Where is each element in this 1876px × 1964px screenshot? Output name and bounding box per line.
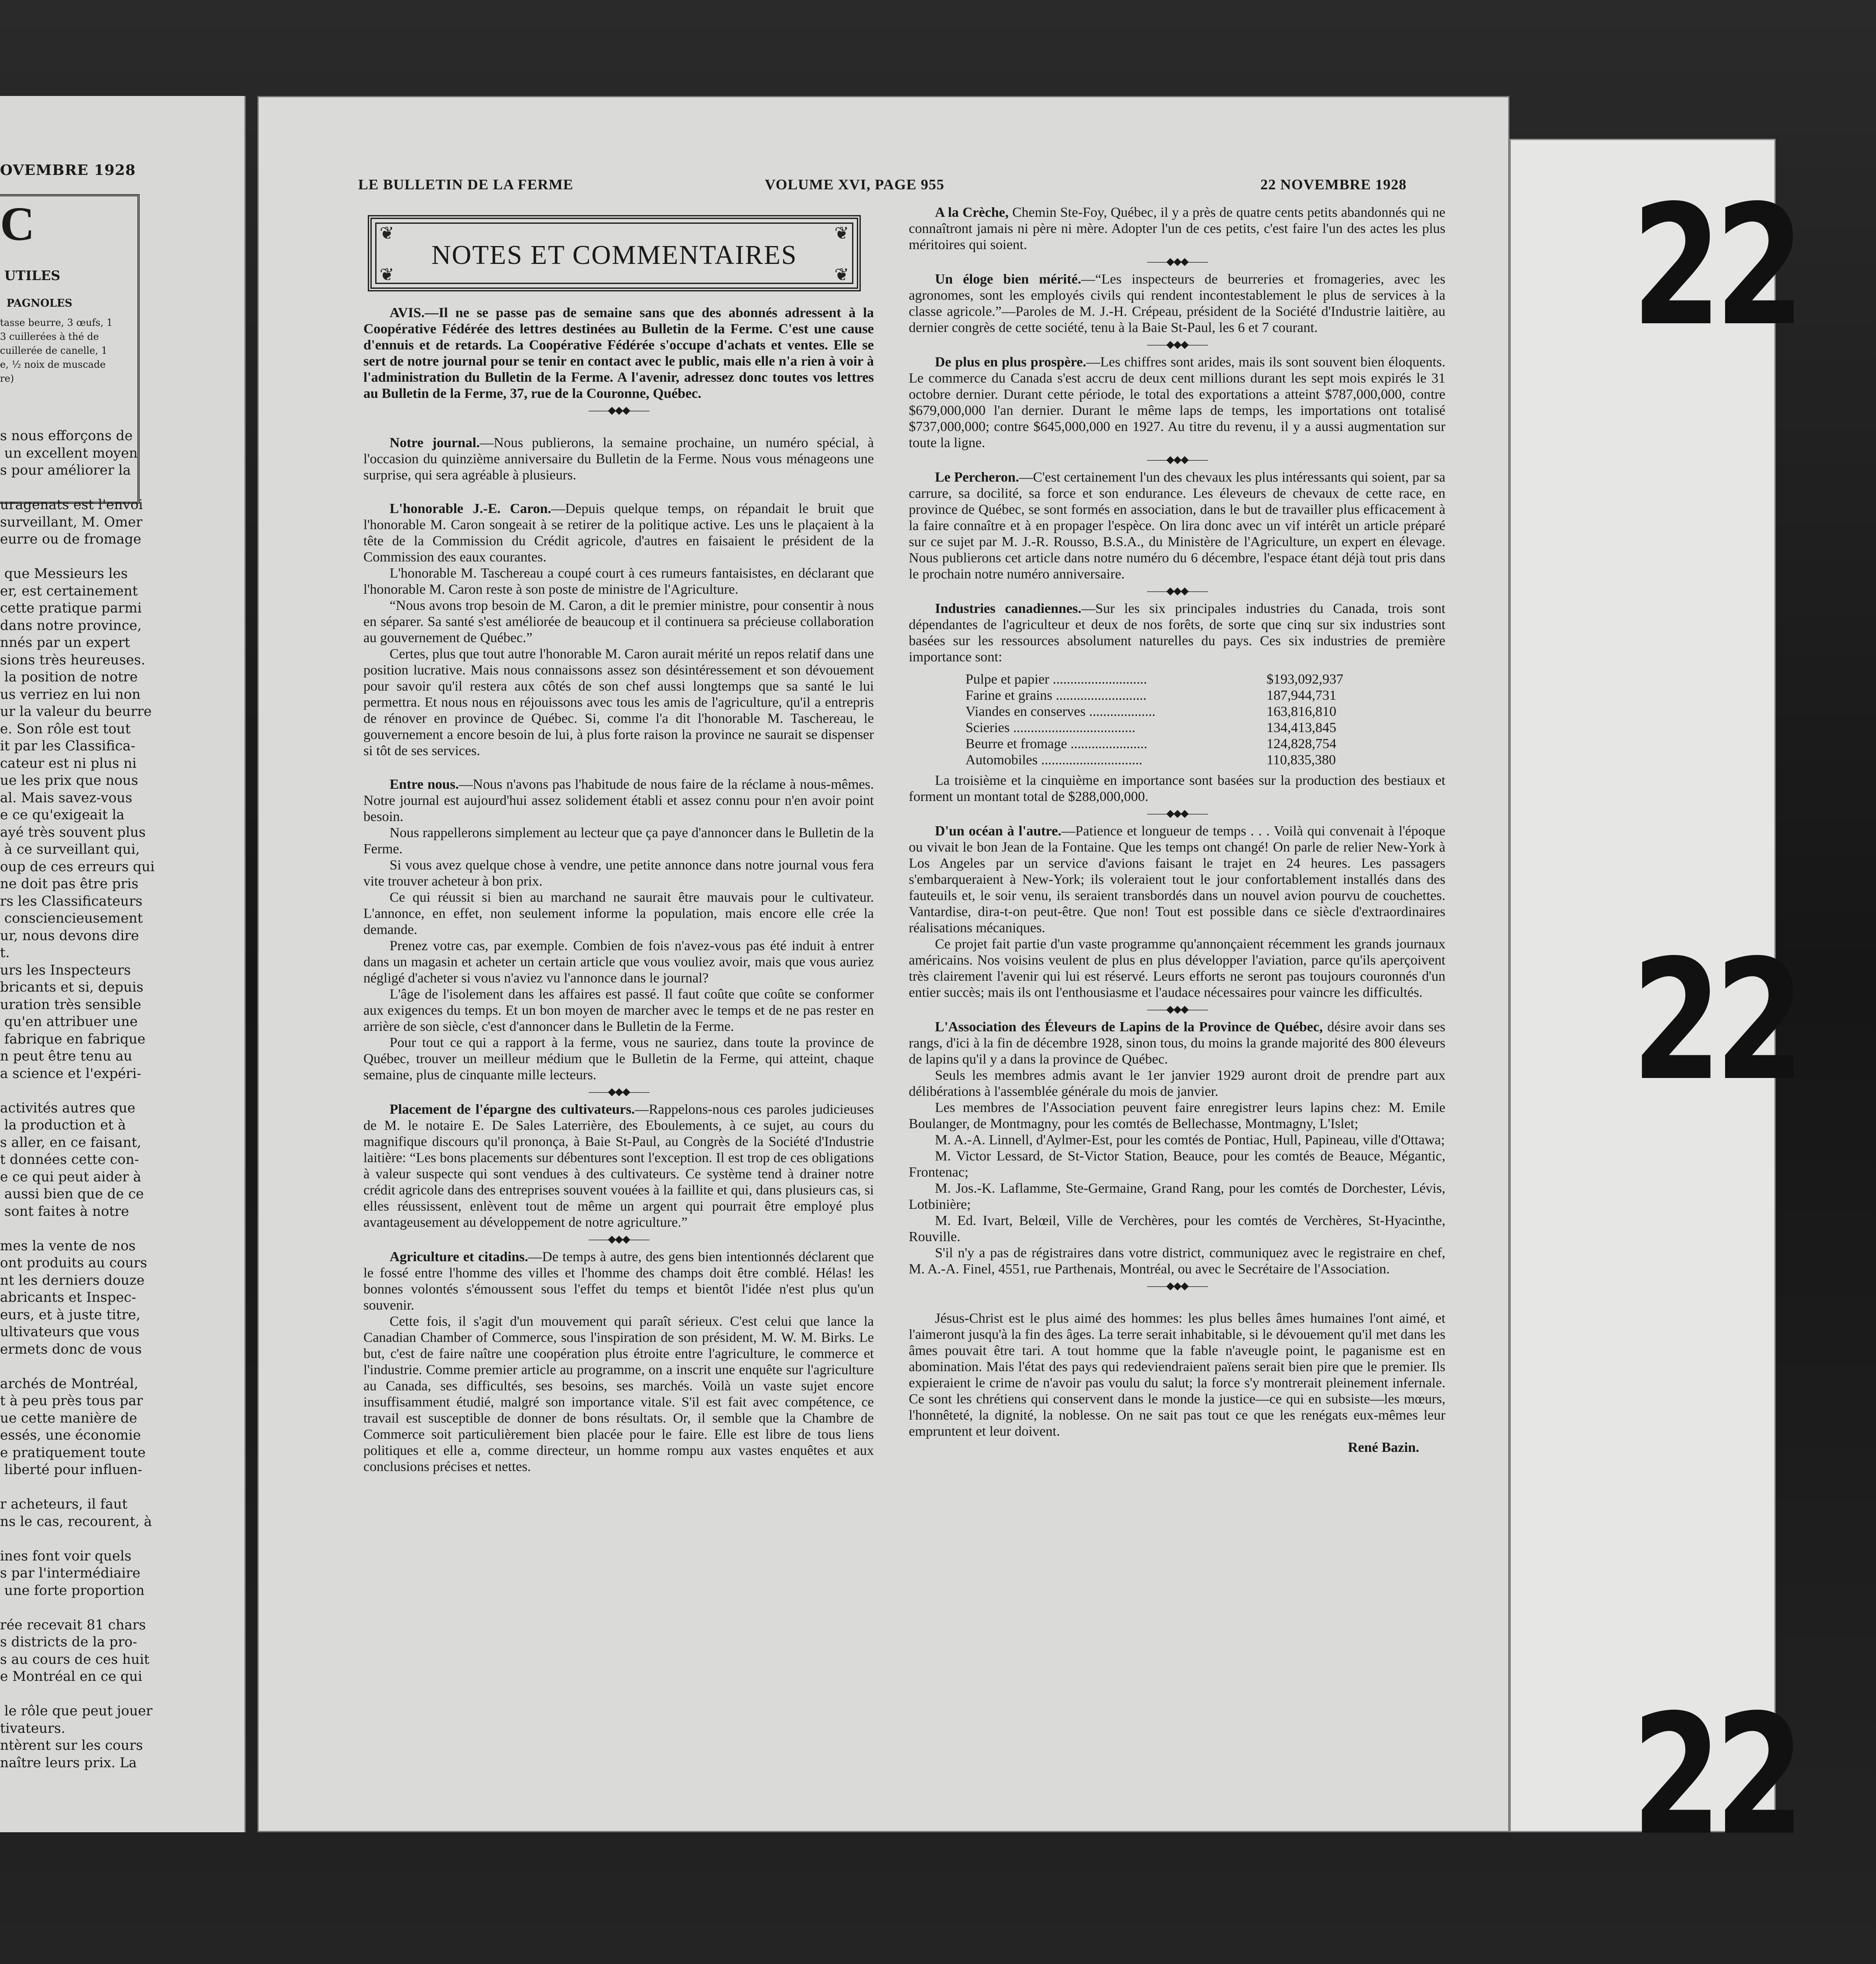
article-paragraph: Si vous avez quelque chose à vendre, une petite annonce dans notre journal vous fera vite trouver acheteur à bon prix.	[363, 857, 874, 889]
article-paragraph: Ce qui réussit si bien au marchand ne saurait être mauvais pour le cultivateur. L'annonce, en effet, non seulement informe la population, mais encore elle crée la demande.	[363, 889, 874, 937]
article-ocean	[909, 823, 1445, 936]
article-paragraph: L'âge de l'isolement dans les affaires est passé. Il faut coûte que coûte se conformer aux exigences du temps. Et un bon moyen de marcher avec le temps et de ne pas rester en arrière de son siècle, c'est d'annoncer dans le Bulletin de la Ferme.	[363, 986, 874, 1034]
left-page-box-letter: C	[0, 197, 35, 250]
industry-name: Scieries ...................................	[965, 719, 1136, 735]
recipe-line: cuillerée de canelle, 1	[0, 346, 107, 356]
right-column	[909, 204, 1445, 1455]
article-heading: Industries canadiennes.	[935, 600, 1082, 616]
quote-signature: René Bazin.	[1348, 1439, 1419, 1455]
frame-number: 22	[1632, 924, 1798, 1117]
table-row	[965, 752, 1343, 768]
table-row	[965, 719, 1343, 736]
table-row	[965, 703, 1343, 719]
article-text: désire avoir dans ses rangs, d'ici à la fin de décembre 1928, sinon tous, du moins la grande majorité des 800 éleveurs de lapins qu'il y a dans la province de Québec.	[909, 1019, 1446, 1067]
industry-value: 134,413,845	[1267, 719, 1336, 735]
divider-ornament: ——◆◆◆——	[589, 1086, 649, 1098]
article-prospere	[909, 354, 1445, 451]
article-heading: Agriculture et citadins.	[390, 1249, 528, 1264]
industry-value: $193,092,937	[1267, 671, 1343, 687]
article-paragraph: M. Jos.-K. Laflamme, Ste-Germaine, Grand Rang, pour les comtés de Dorchester, Lévis, Lotbinière;	[909, 1180, 1445, 1212]
article-paragraph: M. Victor Lessard, de St-Victor Station, Beauce, pour les comtés de Beauce, Mégantic, Frontenac;	[909, 1148, 1445, 1180]
article-heading: Entre nous.	[390, 776, 459, 792]
article-paragraph: Prenez votre cas, par exemple. Combien de fois n'avez-vous pas été induit à entrer dans un magasin et acheter un certain article que vous vouliez avoir, mais que vous auriez négligé d'acheter si vous n'aviez vu l'annonce dans le journal?	[363, 938, 874, 985]
industry-name: Farine et grains ..........................	[965, 687, 1147, 703]
article-text: —Patience et longueur de temps . . . Voilà qui convenait à l'époque ou vivait le bon Jean de la Fontaine. Que les temps ont changé! On parle de relier New-York à Los Angeles par un service d'avions faisant le trajet en 24 heures. Les passagers s'embarqueraient à New-York; ils voleraient tout le jour confortablement installés dans des fauteuils et, le soir venu, ils seraient transbordés dans un nouvel avion pourvu de couchettes. Vantardise, dira-t-on peut-être. Que non! Tout est possible dans ce siècle d'extraordinaires réalisations mécaniques.	[909, 823, 1446, 935]
frame-number: 22	[1632, 1679, 1798, 1872]
article-heading: L'Association des Éleveurs de Lapins de la Province de Québec,	[935, 1019, 1323, 1034]
article-heading: A la Crèche,	[935, 204, 1009, 220]
article-text: —Rappelons-nous ces paroles judicieuses de M. le notaire E. De Sales Laterrière, des Eboulements, à ce sujet, au cours du magnifique discours qu'il prononça, à Baie St-Paul, au Congrès de la Société d'Industrie laitière: “Les bons placements sur débentures sont l'exception. Il est trop de ces obligations à valeur suspecte qui sont vendues à des cultivateurs. Ce système tend à drainer notre crédit agricole dans des entreprises souvent vouées à la faillite et qui, dans plusieurs cas, si elles réussissent, enlèvent tout de même un argent qui pourrait être employé plus avantageusement au développement de notre agriculture.”	[363, 1101, 874, 1230]
divider-ornament: ——◆◆◆——	[589, 1234, 649, 1245]
frame-number: 22	[1632, 169, 1798, 363]
article-paragraph: M. A.-A. Linnell, d'Aylmer-Est, pour les comtés de Pontiac, Hull, Papineau, ville d'Ottawa;	[935, 1132, 1445, 1147]
ornament-icon: ❦	[834, 223, 849, 243]
table-row	[965, 736, 1343, 752]
article-text: —Sur les six principales industries du Canada, trois sont dépendantes de l'agriculteur et deux de nos forêts, de sorte que cinq sur six industries sont basées sur les ressources absolument naturelles du pays. Ces six industries de première importance sont:	[909, 600, 1446, 664]
article-heading: L'honorable J.-E. Caron.	[390, 500, 551, 516]
article-text: —Les chiffres sont arides, mais ils sont souvent bien éloquents. Le commerce du Canada s'est accru de deux cent millions durant les sept mois expirés le 31 octobre dernier. Durant cette période, le total des exportations a atteint $787,000,000, contre $679,000,000 l'an dernier. Durant le même laps de temps, les importations ont totalisé $737,000,000; contre $645,000,000 en 1927. Au titre du revenu, il y a aussi augmentation sur toute la ligne.	[909, 354, 1446, 450]
article-heading: D'un océan à l'autre.	[935, 823, 1061, 838]
divider-ornament: ——◆◆◆——	[1147, 339, 1207, 350]
ornament-icon: ❦	[380, 265, 394, 285]
table-row	[965, 687, 1343, 703]
article-heading: Le Percheron.	[935, 469, 1019, 485]
article-text: —De temps à autre, des gens bien intentionnés déclarent que le fossé entre l'homme des villes et l'homme des champs doit être comblé. Hélas! les bonnes volontés s'émoussent sous l'effet du temps et bientôt l'idée n'est plus qu'un souvenir.	[363, 1249, 874, 1313]
article-text: —Nous n'avons pas l'habitude de nous faire de la réclame à nous-mêmes. Notre journal est aujourd'hui assez solidement établi et assez connu pour n'en avoir point besoin.	[363, 776, 874, 824]
divider-ornament: ——◆◆◆——	[1147, 256, 1207, 267]
article-text: —“Les inspecteurs de beurreries et fromageries, avec les agronomes, sont les employés civils qui rendent incontestablement le plus de services à la classe agricole.”—Paroles de M. J.-H. Crépeau, président de la Société d'Industrie laitière, au dernier congrès de cette société, tenu à la Baie St-Paul, les 6 et 7 courant.	[909, 271, 1446, 335]
section-title: NOTES ET COMMENTAIRES	[431, 240, 798, 270]
avis-notice: AVIS.—Il ne se passe pas de semaine sans que des abonnés adressent à la Coopérative Fédérée des lettres destinées au Bulletin de la Ferme. C'est une cause d'ennuis et de retards. La Coopérative Fédérée s'occupe d'achats et ventes. Elle se sert de notre journal pour se tenir en contact avec le public, mais elle n'a rien à voir à l'administration du Bulletin de la Ferme. A l'avenir, adressez donc toutes vos lettres au Bulletin de la Ferme, 37, rue de la Couronne, Québec.	[363, 305, 874, 401]
article-paragraph: Ce projet fait partie d'un vaste programme qu'annonçaient récemment les grands journaux américains. Nos voisins veulent de plus en plus développer l'aviation, parce qu'ils aperçoivent très clairement l'avenir qui lui est réservé. Leurs efforts ne seront pas toujours couronnés d'un entier succès; mais ils ont l'enthousiasme et l'audace nécessaires pour vaincre les difficultés.	[909, 936, 1445, 1000]
article-text: —C'est certainement l'un des chevaux les plus intéressants qui soient, par sa carrure, sa docilité, sa force et son endurance. Les éleveurs de chevaux de cette race, en province de Québec, se sont formés en association, dans le but de travailler plus efficacement à la faire connaître et à en propager l'espèce. On lira donc avec un vif intérêt un article préparé sur ce sujet par M. J.-R. Rousso, B.S.A., du Ministère de l'Agriculture, un expert en élevage. Nous publierons cet article dans notre numéro du 6 décembre, l'espace étant déjà tout pris dans le prochain notre numéro anniversaire.	[909, 469, 1446, 582]
left-page-recipe	[0, 316, 131, 386]
industry-name: Viandes en conserves ...................	[965, 703, 1156, 719]
divider-ornament: ——◆◆◆——	[589, 405, 649, 416]
article-caron	[363, 500, 874, 565]
industry-name: Beurre et fromage ......................	[965, 736, 1147, 751]
article-eloge	[909, 271, 1445, 335]
article-notre-journal	[363, 435, 874, 483]
divider-ornament: ——◆◆◆——	[1147, 454, 1207, 465]
article-text: —Nous publierons, la semaine prochaine, un numéro spécial, à l'occasion du quinzième anniversaire du Bulletin de la Ferme. Nous vous ménageons une surprise, qui sera agréable à plusieurs.	[363, 435, 874, 482]
divider-ornament: ——◆◆◆——	[1147, 1280, 1207, 1292]
recipe-line: e, ½ noix de muscade	[0, 359, 106, 370]
article-text: —Depuis quelque temps, on répandait le bruit que l'honorable M. Caron songeait à se retirer de la politique active. Les uns le plaçaient à la tête de la Commission du Crédit agricole, d'autres en faisaient le président de la Commission des eaux courantes.	[363, 500, 874, 565]
title-box	[368, 215, 861, 291]
article-text: Chemin Ste-Foy, Québec, il y a près de quatre cents petits abandonnés qui ne connaîtront jamais ni père ni mère. Adopter l'un de ces petits, c'est faire l'un des actes les plus méritoires qui soient.	[909, 204, 1446, 252]
recipe-line: tasse beurre, 3 œufs, 1	[0, 318, 113, 328]
article-paragraph: Les membres de l'Association peuvent faire enregistrer leurs lapins chez: M. Emile Boulanger, de Montmagny, pour les comtés de Bellechasse, Montmagny, L'Islet;	[909, 1099, 1445, 1131]
industry-value: 163,816,810	[1267, 703, 1336, 719]
industry-value: 110,835,380	[1267, 752, 1336, 767]
article-paragraph: S'il n'y a pas de régistraires dans votre district, communiquez avec le registraire en chef, M. A.-A. Finel, 4551, rue Parthenais, Montréal, ou avec le Secrétaire de l'Association.	[909, 1245, 1445, 1276]
left-page-date: OVEMBRE 1928	[0, 161, 136, 178]
article-paragraph: L'honorable M. Taschereau a coupé court à ces rumeurs fantaisistes, en déclarant que l'honorable M. Caron reste à son poste de ministre de l'Agriculture.	[363, 565, 874, 597]
left-page-fragment	[0, 96, 246, 1832]
divider-ornament: ——◆◆◆——	[1147, 808, 1207, 819]
header-volume: VOLUME XVI, PAGE 955	[765, 177, 945, 193]
ornament-icon: ❦	[380, 223, 394, 243]
industries-table	[965, 671, 1343, 768]
article-percheron	[909, 469, 1445, 582]
article-bazin-quote: Jésus-Christ est le plus aimé des hommes: les plus belles âmes humaines l'ont aimé, et l'aimeront jusqu'à la fin des âges. La terre serait inhabitable, si le dévouement qu'il met dans les âmes pouvait être tari. A tout homme que la fable n'aveugle point, le paganisme est en abomination. Mais l'état des pays qui redeviendraient païens serait bien pire que le premier. Ils expieraient le crime de n'avoir pas voulu du salut; la force s'y montrerait pleinement infernale. Ce sont les chrétiens qui conservent dans le monde la justice—ce qui en subsiste—les mœurs, l'honnêteté, la dignité, la noblesse. On ne sait pas tout ce que les renégats eux-mêmes leur empruntent et leur doivent.	[909, 1310, 1445, 1439]
left-page-box-subheading: PAGNOLES	[7, 297, 72, 309]
industry-value: 187,944,731	[1267, 687, 1336, 703]
article-paragraph: Certes, plus que tout autre l'honorable M. Caron aurait mérité un repos relatif dans une position lucrative. Mais nous connaissons assez son désintéressement et son dévouement pour savoir qu'il restera aux côtés de son chef aussi longtemps que sa santé le lui permettra. Et nous nous en réjouissons avec tous les amis de l'agriculture, qu'il a entrepris de rénover en province de Québec. Si, comme l'a dit l'honorable M. Taschereau, le gouvernement a encore besoin de lui, à plus forte raison la province ne saurait se dispenser si tôt de ses services.	[363, 646, 874, 758]
main-page	[257, 96, 1510, 1832]
article-paragraph: Pour tout ce qui a rapport à la ferme, vous ne sauriez, dans toute la province de Québec, trouver un meilleur médium que le Bulletin de la Ferme, qui atteint, chaque semaine, plus de cinquante mille lecteurs.	[363, 1034, 874, 1082]
recipe-line: 3 cuillerées à thé de	[0, 332, 99, 342]
article-placement	[363, 1101, 874, 1230]
article-heading: De plus en plus prospère.	[935, 354, 1086, 370]
article-entre-nous	[363, 776, 874, 825]
table-row	[965, 671, 1343, 687]
article-lapins	[909, 1019, 1445, 1067]
article-creche	[909, 204, 1445, 253]
divider-ornament: ——◆◆◆——	[1147, 1004, 1207, 1015]
industry-name: Automobiles .............................	[965, 752, 1143, 767]
article-heading: Placement de l'épargne des cultivateurs.	[390, 1101, 635, 1117]
article-heading: Un éloge bien mérité.	[935, 271, 1082, 287]
left-column	[363, 305, 874, 1475]
article-paragraph: Nous rappellerons simplement au lecteur que ça paye d'annoncer dans le Bulletin de la Ferme.	[363, 825, 874, 856]
recipe-line: re)	[0, 373, 14, 384]
article-paragraph: La troisième et la cinquième en importance sont basées sur la production des bestiaux et forment un montant total de $288,000,000.	[909, 772, 1445, 804]
ornament-icon: ❦	[834, 265, 849, 285]
article-heading: Notre journal.	[390, 435, 480, 450]
article-paragraph: Cette fois, il s'agit d'un mouvement qui paraît sérieux. C'est celui que lance la Canadian Chamber of Commerce, sous l'inspiration de son président, M. W. M. Birks. Le but, c'est de faire naître une coopération plus étroite entre l'agriculture, le commerce et l'industrie. Comme premier article au programme, on a inscrit une enquête sur l'agriculture au Canada, ses difficultés, ses besoins, ses marchés. Voilà un vaste sujet encore insuffisamment étudié, malgré son importance vitale. S'il est fait avec compétence, ce travail est susceptible de donner de bons résultats. Or, il semble que la Chambre de Commerce soit particulièrement bien placée pour le faire. Elle est libre de tous liens politiques et elle a, comme directeur, un homme rompu aux vastes enquêtes et aux conclusions précises et nettes.	[363, 1313, 874, 1474]
divider-ornament: ——◆◆◆——	[1147, 585, 1207, 597]
header-publication: LE BULLETIN DE LA FERME	[358, 177, 574, 193]
article-paragraph: “Nous avons trop besoin de M. Caron, a dit le premier ministre, pour consentir à nous en séparer. Sa santé s'est améliorée de beaucoup et il continuera sa précieuse collaboration au gouvernement de Québec.”	[363, 597, 874, 645]
industry-name: Pulpe et papier ...........................	[965, 671, 1147, 687]
article-agriculture	[363, 1249, 874, 1313]
left-page-column: s nous efforçons de un excellent moyen s pour améliorer la uragenats est l'envoi surveillant, M. Omer eurre ou de fromage que Messieurs les er, est certainement cette pratique parmi dans notre province, nnés par un expert sions très heureuses. la position de notre us verriez en lui non ur la valeur du beurre e. Son rôle est tout it par les Classifica- cateur est ni plus ni ue les prix que nous al. Mais savez-vous e ce qu'exigeait la ayé très souvent plus à ce surveillant qui, oup de ces erreurs qui ne doit pas être pris rs les Classificateurs consciencieusement ur, nous devons dire t. urs les Inspecteurs bricants et si, depuis uration très sensible qu'en attribuer une fabrique en fabrique n peut être tenu au a science et l'expéri- activités autres que la production et à s aller, en ce faisant, t données cette con- e ce qui peut aider à aussi bien que de ce sont faites à notre mes la vente de nos ont produits au cours nt les derniers douze abricants et Inspec- eurs, et à juste titre, ultivateurs que vous ermets donc de vous archés de Montréal, t à peu près tous par ue cette manière de essés, une économie e pratiquement toute liberté pour influen- r acheteurs, il faut ns le cas, recourent, à ines font voir quels s par l'intermédiaire une forte proportion rée recevait 81 chars s districts de la pro- s au cours de ces huit e Montréal en ce qui le rôle que peut jouer tivateurs. ntèrent sur les cours naître leurs prix. La	[0, 428, 155, 1771]
left-page-box-heading: UTILES	[4, 268, 61, 284]
article-paragraph: Seuls les membres admis avant le 1er janvier 1929 auront droit de prendre part aux délibérations à l'assemblée générale du mois de janvier.	[909, 1067, 1445, 1099]
industry-value: 124,828,754	[1267, 736, 1336, 751]
article-industries	[909, 600, 1445, 665]
article-paragraph: M. Ed. Ivart, Belœil, Ville de Verchères, pour les comtés de Verchères, St-Hyacinthe, Rouville.	[909, 1212, 1445, 1244]
header-date: 22 NOVEMBRE 1928	[1260, 177, 1407, 193]
